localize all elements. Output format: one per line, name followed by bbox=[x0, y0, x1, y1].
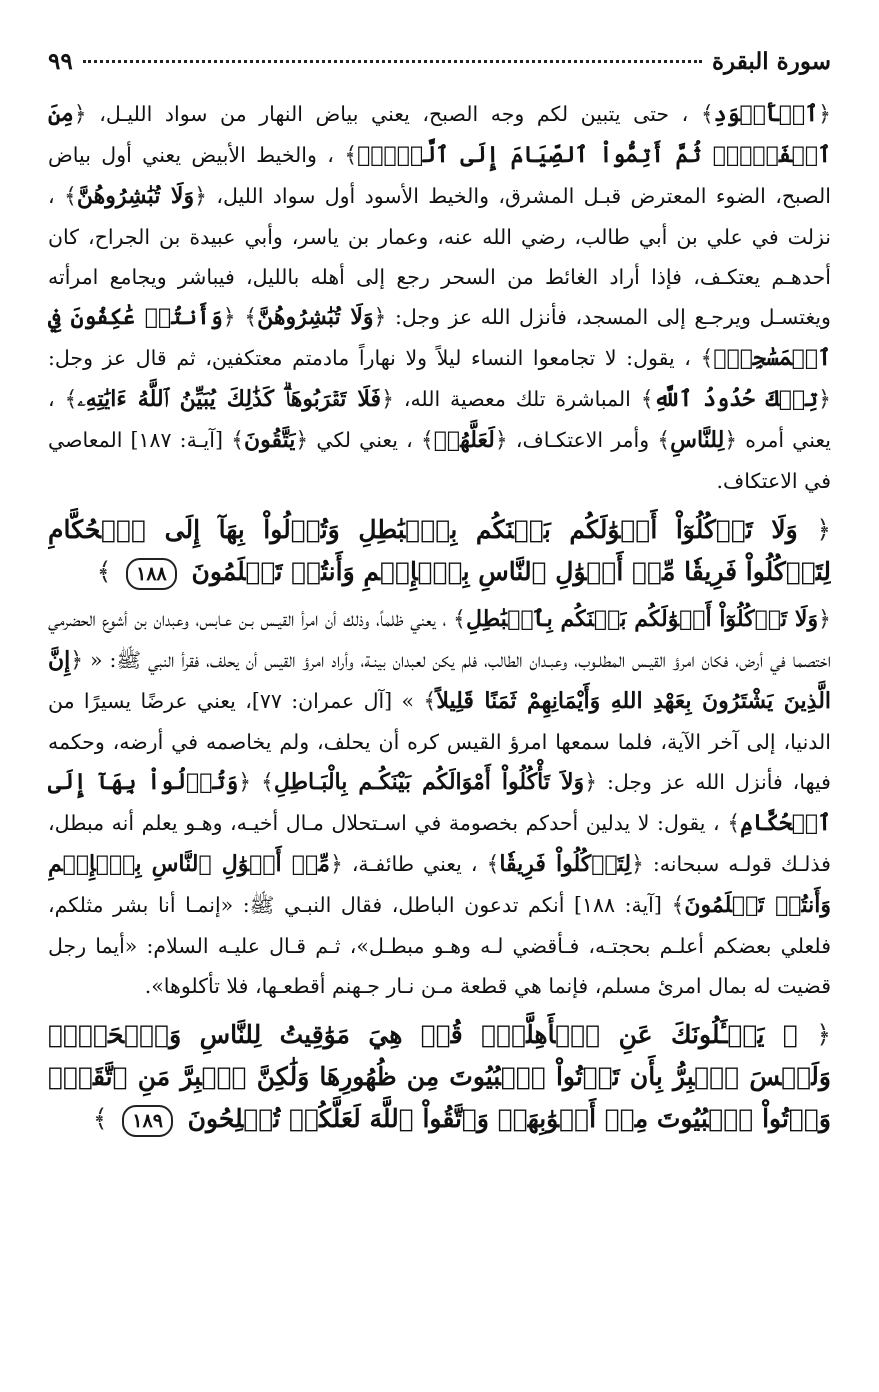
commentary-text: المباشرة تلك معصية الله، bbox=[403, 387, 631, 411]
commentary-text: ، حتى يتبين لكم وجه الصبح، يعني بياض النهار من سواد الليـل، bbox=[99, 102, 689, 126]
quran-quote: ﴿وَلَا تُبَٰشِرُوهُنَّ﴾ bbox=[64, 183, 207, 209]
quran-verse-189: ﴿ ۞ يَسۡـَٔلُونَكَ عَنِ ٱلۡأَهِلَّةِۖ قُلۡ هِيَ مَوَٰقِيتُ لِلنَّاسِ وَٱلۡحَجِّۗ وَلَيۡسَ ٱلۡبِرُّ بِأَن تَأۡتُواْ ٱلۡبُيُوتَ مِن ظُهُورِهَا وَلَٰكِنَّ ٱلۡبِرَّ مَنِ ٱتَّقَىٰۗ وَأۡتُواْ ٱلۡبُيُوتَ مِنۡ أَبۡوَٰبِهَاۚ وَٱتَّقُواْ ٱللَّهَ لَعَلَّكُمۡ تُفۡلِحُونَ ١٨٩ ﴾ bbox=[48, 1014, 831, 1140]
commentary-paragraph-2 bbox=[48, 599, 831, 1006]
commentary-text: ، يعني ظلماً، وذلك أن امرأ القيـس بـن عـابس، وعبدان بن أشوع الحضرمي اختصما في أرض، فكان امرؤ القيـس المطلـوب، وعبـدان الطالب، فلم يكن لعبدان بينـة، وأراد امرؤ القيس أن يحلف، فقرأ النبي ﷺ: « bbox=[48, 607, 831, 672]
commentary-text: ، يقول: لا يدلين أحدكم بخصومة في اسـتحلال مـال أخيـه، وهـو يعلم أنه مبطل، فذلـك قولـه سبحانه: bbox=[48, 811, 831, 876]
rub-el-hizb-marker: ۞ bbox=[782, 1020, 798, 1049]
commentary-text: وأمر الاعتكـاف، bbox=[515, 428, 650, 452]
quran-quote: ﴿يَتَّقُونَ﴾ bbox=[231, 427, 309, 453]
commentary-text: ، نزلت في علي بن أبي طالب، رضي الله عنه، وعمار بن ياسر، وأبي عبيدة بن الجراح، كان أحدهـم يعتكـف، فإذا أراد الغائط من السحر رجع إلى أهله بالليل، فيباشر ويجامع امرأته ويغتسـل ويرجـع إلى المسجد، فأنزل الله عز وجل: bbox=[48, 184, 831, 329]
ayah-number-badge: ١٨٩ bbox=[122, 1105, 173, 1137]
quran-quote: ﴿وَلَا تَأۡكُلُوٓاْ أَمۡوَٰلَكُم بَيۡنَكُم بِٱلۡبَٰطِلِ﴾ bbox=[453, 606, 831, 632]
quran-quote: ﴿وَأَنتُمۡ عَٰكِفُونَ فِي ٱلۡمَسَٰجِدِۗ﴾ bbox=[48, 304, 831, 371]
quran-quote: ﴿إِنَّ الَّذِينَ يَشْتَرُونَ بِعَهْدِ اللهِ وَأَيْمَانِهِمْ ثَمَنًا قَلِيلاً﴾ bbox=[48, 647, 831, 714]
quran-verse-188: ﴿ وَلَا تَأۡكُلُوٓاْ أَمۡوَٰلَكُم بَيۡنَكُم بِٱلۡبَٰطِلِ وَتُدۡلُواْ بِهَآ إِلَى ٱلۡحُكَّامِ لِتَأۡكُلُواْ فَرِيقٗا مِّنۡ أَمۡوَٰلِ ٱلنَّاسِ بِٱلۡإِثۡمِ وَأَنتُمۡ تَعۡلَمُونَ ١٨٨ ﴾ bbox=[48, 509, 831, 593]
quran-quote: ﴿تِلۡكَ حُدُودُ ٱللَّهِ﴾ bbox=[640, 386, 831, 412]
commentary-text: ، يعني طائفـة، bbox=[351, 852, 478, 876]
page-header bbox=[48, 48, 831, 88]
book-page bbox=[48, 48, 831, 1368]
surah-title: سورة البقرة bbox=[711, 48, 831, 75]
quran-quote: ﴿لِتَأۡكُلُواْ فَرِيقٗا﴾ bbox=[486, 851, 644, 877]
ayah-number-badge: ١٨٨ bbox=[126, 558, 177, 590]
page-content bbox=[48, 94, 831, 1140]
commentary-paragraph-1 bbox=[48, 94, 831, 501]
header-dotted-leader bbox=[83, 60, 702, 63]
quran-quote: ﴿ٱلۡأَسۡوَدِ﴾ bbox=[700, 101, 831, 127]
quran-quote: ﴿فَلَا تَقۡرَبُوهَاۗ كَذَٰلِكَ يُبَيِّنُ ٱللَّهُ ءَايَٰتِهِۦ﴾ bbox=[64, 386, 394, 412]
commentary-text: ، يعني أمره bbox=[48, 387, 831, 452]
commentary-text: [آية: ١٨٨] أنكم تدعون الباطل، فقال النبـي ﷺ: «إنمـا أنا بشر مثلكم، فلعلي بعضكم أعلـم بحجتـه، فـأقضي لـه وهـو مبطـل»، ثـم قـال عليـه السلام: «أيما رجل قضيت له بمال امرئ مسلم، فإنما هي قطعة مـن نـار جـهنم أقطعـها، فلا تأكلوها». bbox=[48, 893, 831, 998]
quran-quote: ﴿وَلَا تُبَٰشِرُوهُنَّ﴾ bbox=[244, 304, 387, 330]
commentary-text: [آيـة: ١٨٧] المعاصي في الاعتكاف. bbox=[48, 428, 831, 493]
quran-quote: ﴿وَتُدۡلُواْ بِهَآ إِلَى ٱلۡحُكَّامِ﴾ bbox=[48, 769, 831, 836]
quran-quote: ﴿وَلاَ تَأْكُلُواْ أَمْوَالَكُم بَيْنَكُـم بِالْبَـاطِلِ﴾ bbox=[261, 769, 598, 795]
page-number: ٩٩ bbox=[48, 48, 73, 75]
verse-text: وَلَا تَأۡكُلُوٓاْ أَمۡوَٰلَكُم بَيۡنَكُم بِٱلۡبَٰطِلِ وَتُدۡلُواْ بِهَآ إِلَى ٱلۡحُكَّامِ لِتَأۡكُلُواْ فَرِيقٗا مِّنۡ أَمۡوَٰلِ ٱلنَّاسِ بِٱلۡإِثۡمِ وَأَنتُمۡ تَعۡلَمُونَ bbox=[48, 515, 831, 586]
commentary-text: » [آل عمران: ٧٧]، يعني عرضًا يسيرًا من الدنيا، إلى آخر الآية، فلما سمعها امرؤ القيس كره أن يحلف، ولم يخاصمه في أرضه، وحكمه فيها، فأنزل الله عز وجل: bbox=[48, 689, 831, 794]
quran-quote: ﴿لَعَلَّهُمۡ﴾ bbox=[420, 427, 508, 453]
quran-quote: ﴿لِلنَّاسِ﴾ bbox=[657, 427, 738, 453]
commentary-text: ، يعني لكي bbox=[316, 428, 413, 452]
quran-quote: ﴿مِنَ ٱلۡفَجۡرِۖ ثُمَّ أَتِمُّواْ ٱلصِّيَامَ إِلَى ٱلَّيۡلِۚ﴾ bbox=[48, 101, 831, 168]
commentary-text: ، والخيط الأبيض يعني أول بياض الصبح، الضوء المعترض قبـل المشرق، والخيط الأسود أول سواد الليل، bbox=[48, 143, 831, 208]
verse-text: يَسۡـَٔلُونَكَ عَنِ ٱلۡأَهِلَّةِۖ قُلۡ هِيَ مَوَٰقِيتُ لِلنَّاسِ وَٱلۡحَجِّۗ وَلَيۡسَ ٱلۡبِرُّ بِأَن تَأۡتُواْ ٱلۡبُيُوتَ مِن ظُهُورِهَا وَلَٰكِنَّ ٱلۡبِرَّ مَنِ ٱتَّقَىٰۗ وَأۡتُواْ ٱلۡبُيُوتَ مِنۡ أَبۡوَٰبِهَاۚ وَٱتَّقُواْ ٱللَّهَ لَعَلَّكُمۡ تُفۡلِحُونَ bbox=[48, 1020, 831, 1133]
quran-quote: ﴿مِّنۡ أَمۡوَٰلِ ٱلنَّاسِ بِٱلۡإِثۡمِ وَأَنتُمۡ تَعۡلَمُونَ﴾ bbox=[48, 851, 831, 918]
commentary-text: ، يقول: لا تجامعوا النساء ليلاً ولا نهاراً مادمتم معتكفين، ثم قال عز وجل: bbox=[48, 346, 691, 370]
